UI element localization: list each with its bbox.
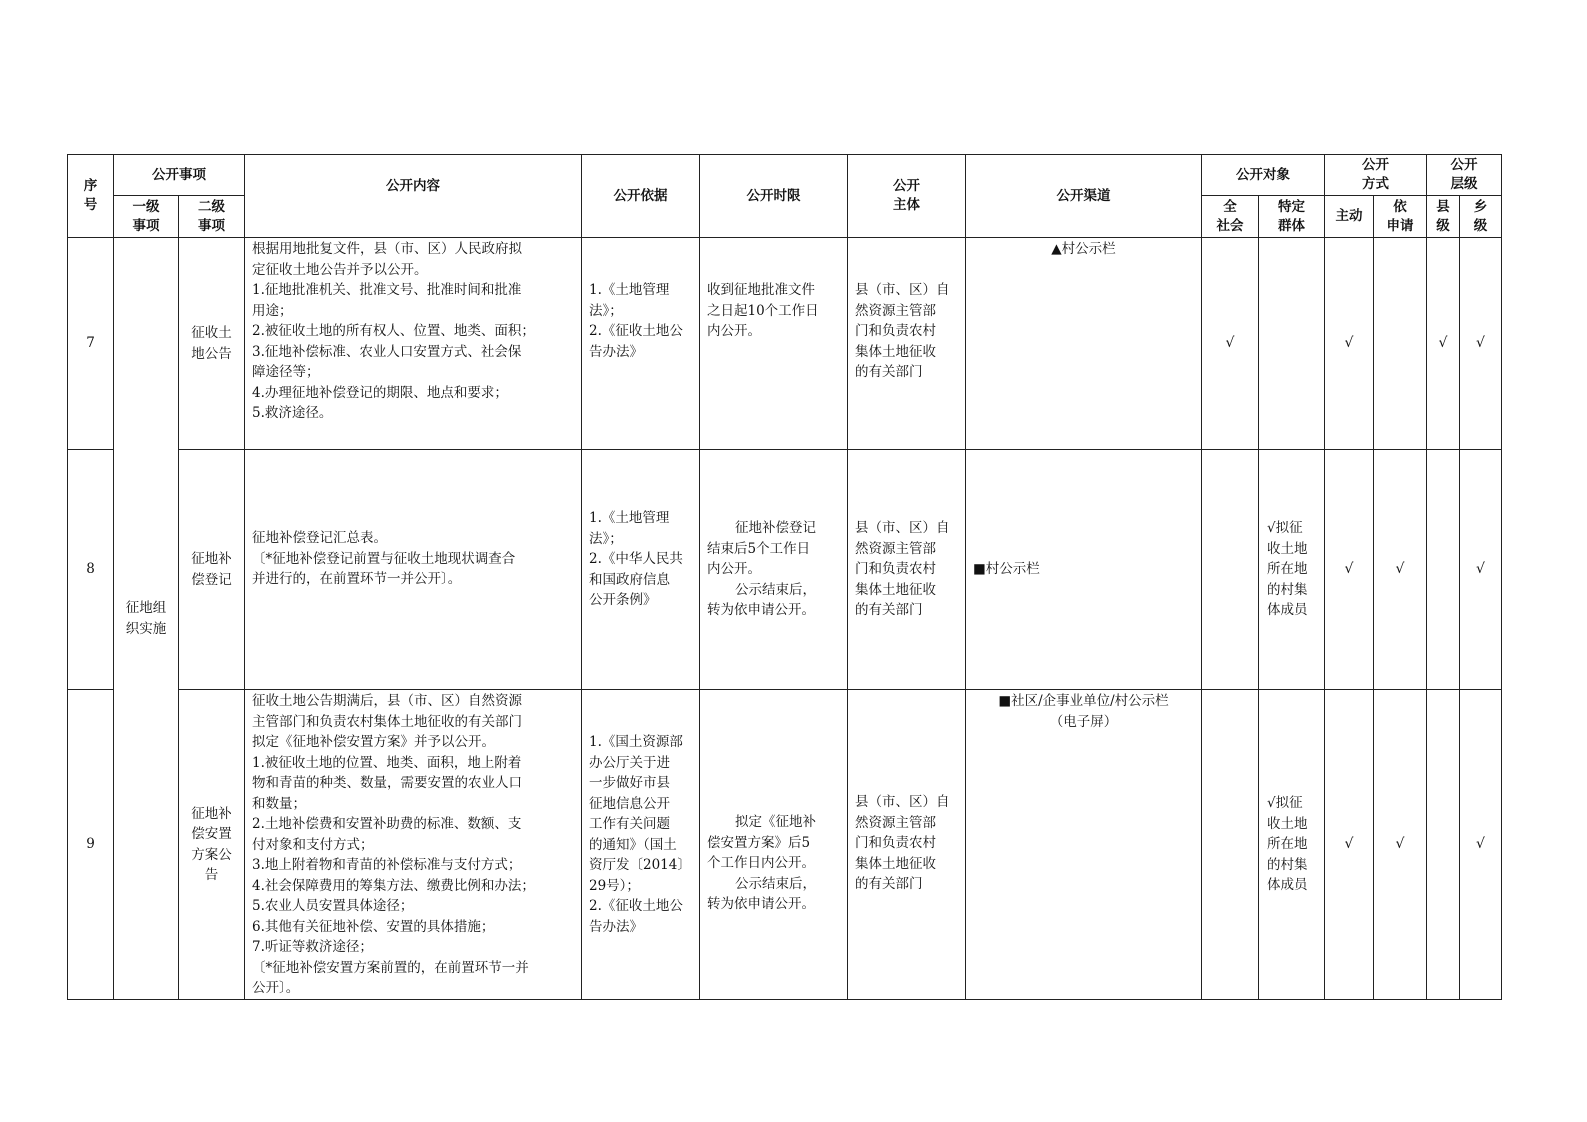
row-seq: 9: [68, 690, 114, 1000]
row-on-request-mark: [1374, 238, 1427, 450]
row-specific-group: √拟征 收土地 所在地 的村集 体成员: [1259, 690, 1325, 1000]
header-channel: 公开渠道: [966, 155, 1202, 238]
header-row-1: [68, 155, 1502, 196]
level1-group-cell: 征地组 织实施: [114, 238, 179, 1000]
row-active-mark: √: [1325, 238, 1374, 450]
row-seq: 7: [68, 238, 114, 450]
header-seq: 序 号: [68, 155, 114, 238]
row-subject: 县（市、区）自 然资源主管部 门和负责农村 集体土地征收 的有关部门: [848, 450, 966, 690]
row-level2: 征地补 偿登记: [179, 450, 245, 690]
row-channel: ■社区/企事业单位/村公示栏 （电子屏）: [966, 690, 1202, 1000]
row-channel: ▲村公示栏: [966, 238, 1202, 450]
row-whole-society-mark: [1202, 690, 1259, 1000]
header-matter: 公开事项: [114, 155, 245, 196]
table-row: [68, 450, 1502, 690]
header-active: 主动: [1325, 196, 1374, 238]
row-on-request-mark: √: [1374, 450, 1427, 690]
row-content: 征地补偿登记汇总表。 〔*征地补偿登记前置与征收土地现状调查合 并进行的，在前置环节一并公开〕。: [245, 450, 582, 690]
disclosure-table-sheet: [67, 154, 1502, 1000]
header-township: 乡 级: [1460, 196, 1502, 238]
row-county-mark: √: [1427, 238, 1460, 450]
row-county-mark: [1427, 690, 1460, 1000]
row-basis: 1.《土地管理 法》； 2.《征收土地公 告办法》: [582, 238, 700, 450]
header-level2: 二级 事项: [179, 196, 245, 238]
row-subject: 县（市、区）自 然资源主管部 门和负责农村 集体土地征收 的有关部门: [848, 238, 966, 450]
header-level1: 一级 事项: [114, 196, 179, 238]
row-content: 根据用地批复文件，县（市、区）人民政府拟 定征收土地公告并予以公开。 1.征地批准机关、批准文号、批准时间和批准 用途； 2.被征收土地的所有权人、位置、地类、面积； 3.征地补偿标准、农业人口安置方式、社会保 障途径等； 4.办理征地补偿登记的期限、地点和要求； 5.救济途径。: [245, 238, 582, 450]
row-time-limit: 拟定《征地补 偿安置方案》后5 个工作日内公开。 公示结束后， 转为依申请公开。: [700, 690, 848, 1000]
row-basis: 1.《国土资源部 办公厅关于进 一步做好市县 征地信息公开 工作有关问题 的通知》（国土 资厅发〔2014〕 29号）； 2.《征收土地公 告办法》: [582, 690, 700, 1000]
row-township-mark: √: [1460, 238, 1502, 450]
header-content: 公开内容: [245, 155, 582, 238]
header-level: 公开 层级: [1427, 155, 1502, 196]
row-seq: 8: [68, 450, 114, 690]
header-target: 公开对象: [1202, 155, 1325, 196]
header-basis: 公开依据: [582, 155, 700, 238]
header-time-limit: 公开时限: [700, 155, 848, 238]
row-active-mark: √: [1325, 690, 1374, 1000]
header-county: 县 级: [1427, 196, 1460, 238]
row-content: 征收土地公告期满后，县（市、区）自然资源 主管部门和负责农村集体土地征收的有关部门 拟定《征地补偿安置方案》并予以公开。 1.被征收土地的位置、地类、面积，地上附着 物和青苗的种类、数量，需要安置的农业人口 和数量； 2.土地补偿费和安置补助费的标准、数额、支 付对象和支付方式； 3.地上附着物和青苗的补偿标准与支付方式； 4.社会保障费用的筹集方法、缴费比例和办法； 5.农业人员安置具体途径； 6.其他有关征地补偿、安置的具体措施； 7.听证等救济途径； 〔*征地补偿安置方案前置的，在前置环节一并 公开〕。: [245, 690, 582, 1000]
row-active-mark: √: [1325, 450, 1374, 690]
table-row: [68, 238, 1502, 450]
header-specific-group: 特定 群体: [1259, 196, 1325, 238]
header-whole-society: 全 社会: [1202, 196, 1259, 238]
header-subject: 公开 主体: [848, 155, 966, 238]
row-specific-group-mark: [1259, 238, 1325, 450]
row-channel: ■村公示栏: [966, 450, 1202, 690]
header-on-request: 依 申请: [1374, 196, 1427, 238]
header-method: 公开 方式: [1325, 155, 1427, 196]
disclosure-table: [67, 154, 1502, 1000]
row-time-limit: 收到征地批准文件 之日起10个工作日 内公开。: [700, 238, 848, 450]
row-level2: 征收土 地公告: [179, 238, 245, 450]
row-township-mark: √: [1460, 450, 1502, 690]
row-specific-group: √拟征 收土地 所在地 的村集 体成员: [1259, 450, 1325, 690]
row-township-mark: √: [1460, 690, 1502, 1000]
row-on-request-mark: √: [1374, 690, 1427, 1000]
row-whole-society-mark: √: [1202, 238, 1259, 450]
row-level2: 征地补 偿安置 方案公 告: [179, 690, 245, 1000]
row-county-mark: [1427, 450, 1460, 690]
table-row: [68, 690, 1502, 1000]
row-time-limit: 征地补偿登记 结束后5个工作日 内公开。 公示结束后， 转为依申请公开。: [700, 450, 848, 690]
row-whole-society-mark: [1202, 450, 1259, 690]
row-basis: 1.《土地管理 法》； 2.《中华人民共 和国政府信息 公开条例》: [582, 450, 700, 690]
row-subject: 县（市、区）自 然资源主管部 门和负责农村 集体土地征收 的有关部门: [848, 690, 966, 1000]
